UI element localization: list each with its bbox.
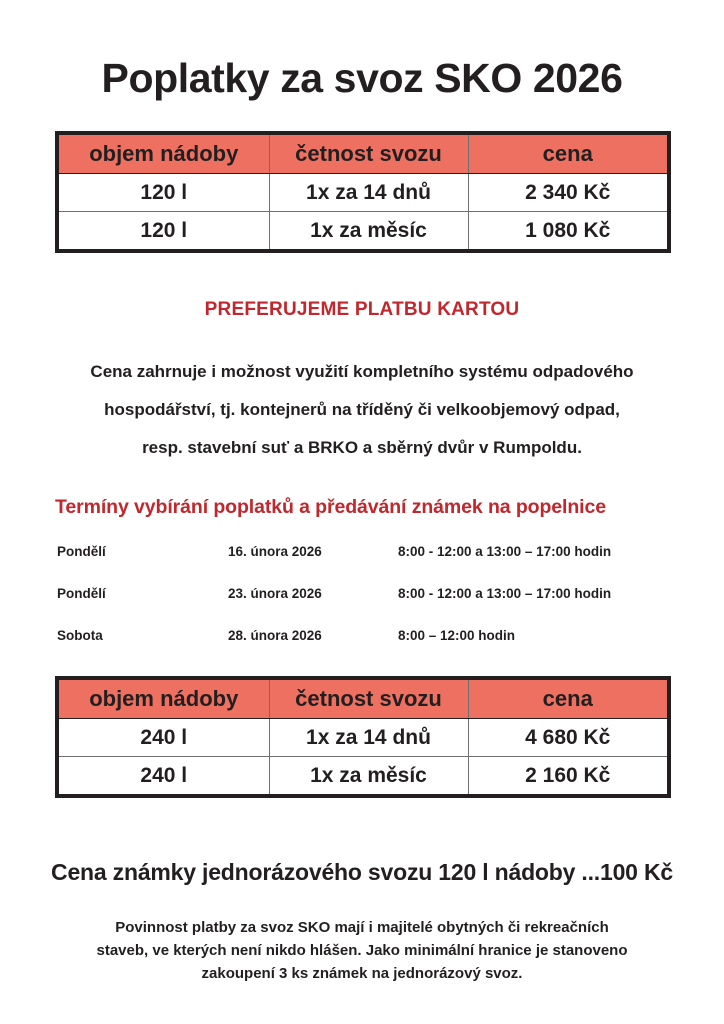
column-header-price: cena — [468, 678, 669, 719]
cell-volume: 120 l — [57, 212, 269, 252]
page-title: Poplatky za svoz SKO 2026 — [101, 55, 623, 101]
footer-line: Povinnost platby za svoz SKO mají i majitelé obytných či rekreačních — [115, 919, 609, 936]
column-header-volume: objem nádoby — [57, 133, 269, 174]
schedule-hours: 8:00 - 12:00 a 13:00 – 17:00 hodin — [398, 544, 612, 559]
cell-price: 2 160 Kč — [468, 757, 669, 797]
schedule-row — [57, 543, 677, 585]
column-header-volume: objem nádoby — [57, 678, 269, 719]
stamp-price-line: Cena známky jednorázového svozu 120 l nádoby ...100 Kč — [51, 859, 673, 885]
schedule-date: 16. února 2026 — [228, 544, 322, 559]
cell-frequency: 1x za měsíc — [269, 757, 468, 797]
column-header-price: cena — [468, 133, 669, 174]
schedule-row — [57, 627, 677, 669]
price-table-240l — [55, 676, 671, 798]
cell-price: 1 080 Kč — [468, 212, 669, 252]
table-header-row — [57, 133, 669, 174]
column-header-frequency: četnost svozu — [269, 678, 468, 719]
schedule-row — [57, 585, 677, 627]
schedule-date: 23. února 2026 — [228, 586, 322, 601]
intro-line: hospodářství, tj. kontejnerů na tříděný či velkoobjemový odpad, — [104, 400, 620, 419]
cell-frequency: 1x za 14 dnů — [269, 174, 468, 212]
table-row — [57, 212, 669, 252]
collection-schedule — [57, 543, 677, 669]
schedule-hours: 8:00 - 12:00 a 13:00 – 17:00 hodin — [398, 586, 612, 601]
cell-price: 2 340 Kč — [468, 174, 669, 212]
cell-volume: 120 l — [57, 174, 269, 212]
table-row — [57, 174, 669, 212]
schedule-date: 28. února 2026 — [228, 628, 322, 643]
cell-frequency: 1x za 14 dnů — [269, 719, 468, 757]
card-payment-heading: PREFERUJEME PLATBU KARTOU — [204, 299, 520, 320]
table-row — [57, 757, 669, 797]
cell-volume: 240 l — [57, 757, 269, 797]
schedule-day: Pondělí — [57, 586, 106, 601]
footer-line: staveb, ve kterých není nikdo hlášen. Jako minimální hranice je stanoveno — [96, 942, 628, 959]
intro-line: resp. stavební suť a BRKO a sběrný dvůr v Rumpoldu. — [142, 438, 582, 457]
collection-terms-heading: Termíny vybírání poplatků a předávání známek na popelnice — [55, 496, 606, 518]
schedule-hours: 8:00 – 12:00 hodin — [398, 628, 516, 643]
cell-frequency: 1x za měsíc — [269, 212, 468, 252]
intro-line: Cena zahrnuje i možnost využití kompletního systému odpadového — [90, 362, 634, 381]
table-row — [57, 719, 669, 757]
intro-paragraph — [0, 353, 724, 467]
table-header-row — [57, 678, 669, 719]
schedule-day: Pondělí — [57, 544, 106, 559]
cell-volume: 240 l — [57, 719, 269, 757]
schedule-day: Sobota — [57, 628, 103, 643]
footer-line: zakoupení 3 ks známek na jednorázový svoz. — [201, 965, 523, 982]
price-table-120l — [55, 131, 671, 253]
cell-price: 4 680 Kč — [468, 719, 669, 757]
column-header-frequency: četnost svozu — [269, 133, 468, 174]
footer-note — [0, 916, 724, 985]
